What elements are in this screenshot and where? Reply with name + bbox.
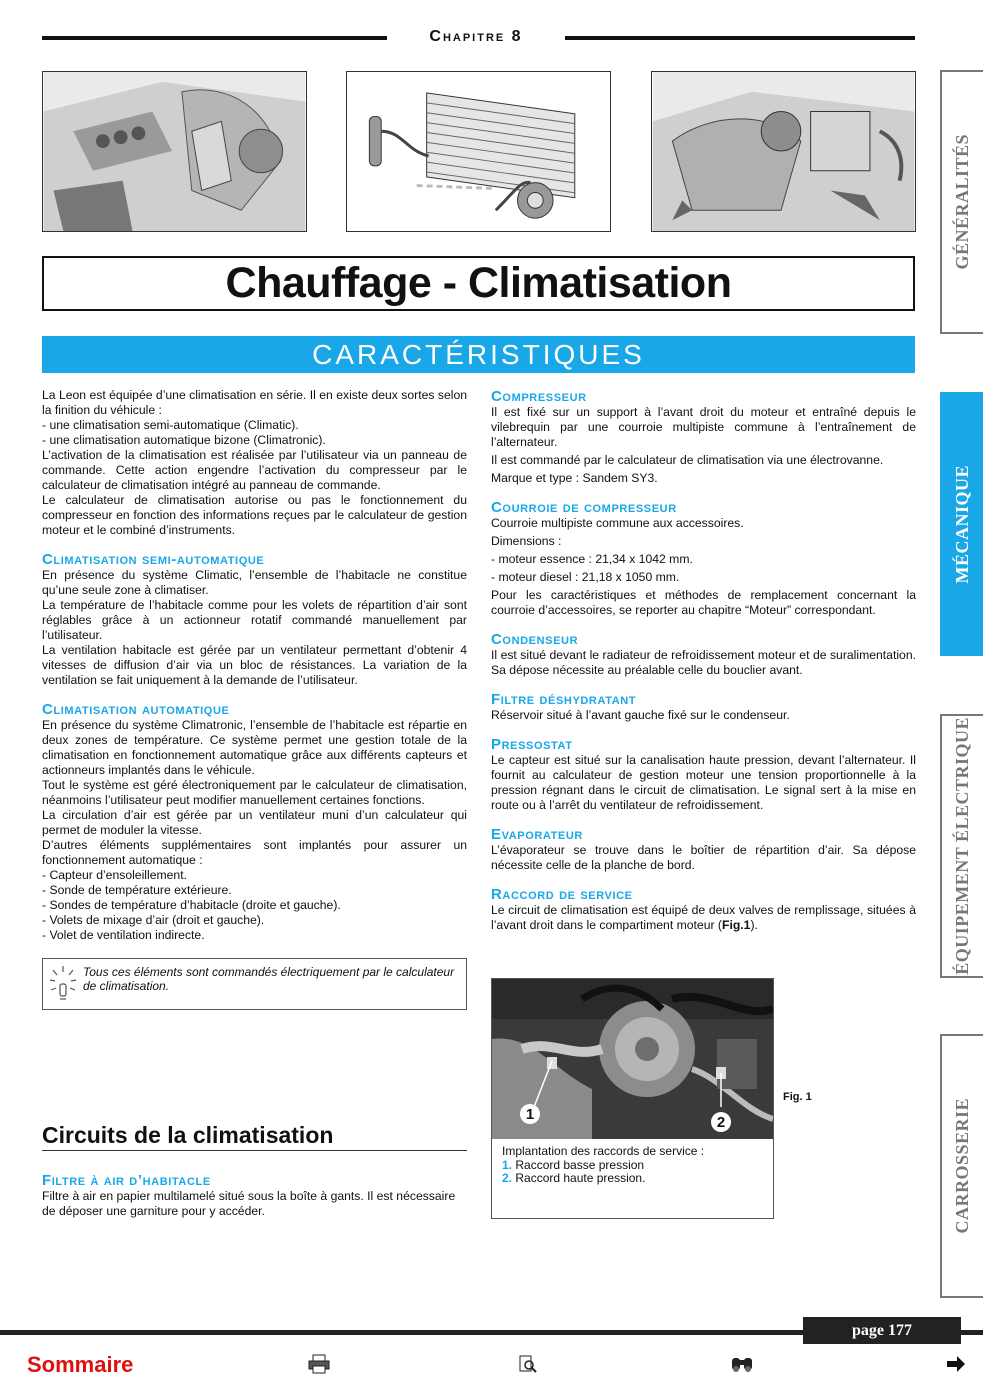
courroie-paragraph: Courroie multipiste commune aux accessoires. [491, 516, 744, 530]
semi-auto-paragraph: La ventilation habitacle est gérée par un ventilateur permettant d’obtenir 4 vitesses de diffusion d’air via un bloc de résistances. La variation de la ventilation se fait uniquement à la demande de l’utilisateur. [42, 643, 467, 687]
caption-item-number: 2. [502, 1171, 513, 1185]
condenseur-paragraph: Il est situé devant le radiateur de refroidissement moteur et de suralimentation. Sa dépose nécessite au préalable celle du bouclier avant. [491, 648, 916, 677]
auto-list-item: - Volets de mixage d’air (droit et gauche). [42, 913, 265, 927]
dashboard-hvac-illustration [42, 71, 307, 232]
engine-bay-photo [492, 979, 773, 1139]
auto-list-item: - Volet de ventilation indirecte. [42, 928, 205, 942]
condenser-compressor-illustration [346, 71, 611, 232]
caption-item [502, 1172, 763, 1186]
chapter-header [42, 28, 915, 48]
tab-carrosserie-label: CARROSSERIE [952, 1098, 972, 1234]
courroie-paragraph: Dimensions : [491, 534, 562, 548]
caption-title: Implantation des raccords de service : [502, 1144, 705, 1158]
pressostat-paragraph: Le capteur est situé sur la canalisation haute pression, devant l’alternateur. Il fournit au calculateur de gestion moteur une tension proportionnelle à la pression régnant dans le circuit de climatisation. Le signal sert à la mise en route ou à l’arrêt du ventilateur de refroidissement. [491, 753, 916, 812]
caption-item-number: 1. [502, 1157, 513, 1172]
tab-generalites[interactable] [940, 70, 983, 334]
semi-auto-heading: Climatisation semi-automatique [42, 551, 265, 568]
circuits-heading: Circuits de la climatisation [42, 1122, 467, 1151]
section-band: CARACTÉRISTIQUES [42, 336, 915, 373]
raccord-text-end: ). [750, 918, 758, 932]
intro-paragraph: L’activation de la climatisation est réalisée par l’utilisateur via un panneau de commande. Cette action engendre l’activation du compresseur par le calculateur de climatisation intégré au panneau de commande. [42, 448, 467, 492]
auto-paragraph: En présence du système Climatronic, l’ensemble de l’habitacle est répartie en deux zones de température. Ce système permet une gestion totale de la climatisation en fonctionnement automatique grâce aux différents capteurs et actionneurs implantés dans le véhicule. [42, 718, 467, 777]
right-column [491, 388, 916, 936]
courroie-list-item: - moteur diesel : 21,18 x 1050 mm. [491, 570, 680, 584]
callout-1: 1 [525, 1106, 535, 1123]
raccord-heading: Raccord de service [491, 886, 633, 903]
tab-mecanique-label: MÉCANIQUE [952, 464, 972, 584]
evaporateur-paragraph: L’évaporateur se trouve dans le boîtier de répartition d’air. Sa dépose nécessite celle de la planche de bord. [491, 843, 916, 872]
raccord-paragraph [491, 903, 916, 933]
printer-icon[interactable] [308, 1354, 330, 1378]
compresseur-paragraph: Il est fixé sur un support à l’avant droit du moteur et entraîné depuis le vilebrequin par une courroie multipiste commune à l’entraînement de l’alternateur. [491, 405, 916, 449]
search-document-icon[interactable] [518, 1354, 538, 1378]
compresseur-paragraph: Marque et type : Sandem SY3. [491, 471, 658, 485]
tab-generalites-label: GÉNÉRALITÉS [952, 134, 972, 270]
sommaire-link[interactable]: Sommaire [27, 1352, 134, 1377]
figure-1 [491, 978, 774, 1219]
evaporateur-heading: Evaporateur [491, 826, 583, 843]
chapter-title: Chapitre 8 [429, 28, 523, 45]
figure-label: Fig. 1 [783, 1091, 812, 1103]
figure-caption [492, 1139, 773, 1192]
tab-carrosserie[interactable] [940, 1034, 983, 1298]
page-title: Chauffage - Climatisation [225, 259, 732, 307]
courroie-list-item: - moteur essence : 21,34 x 1042 mm. [491, 552, 693, 566]
air-distribution-illustration [651, 71, 916, 232]
courroie-heading: Courroie de compresseur [491, 499, 677, 516]
note-box [42, 958, 467, 1010]
auto-paragraph: Tout le système est géré électroniquement par le calculateur de climatisation, néanmoins l’utilisateur peut modifier manuellement certaines fonctions. [42, 778, 467, 807]
filter-paragraph: Filtre à air en papier multilamelé situé sous la boîte à gants. Il est nécessaire de déposer une garniture pour y accéder. [42, 1189, 456, 1218]
intro-list-item: - une climatisation automatique bizone (Climatronic). [42, 433, 326, 447]
callout-2: 2 [716, 1114, 726, 1131]
pressostat-heading: Pressostat [491, 736, 573, 753]
auto-list-item: - Capteur d’ensoleillement. [42, 868, 187, 882]
footer-navigation [0, 1350, 983, 1380]
lightbulb-icon [49, 964, 77, 1004]
caption-item [502, 1159, 763, 1173]
caption-item-text: Raccord haute pression. [515, 1171, 646, 1185]
auto-paragraph: La circulation d’air est gérée par un ventilateur muni d’un calculateur qui permet de moduler la vitesse. [42, 808, 467, 837]
raccord-text: Le circuit de climatisation est équipé de deux valves de remplissage, situées à l’avant droit dans le compartiment moteur ( [491, 903, 916, 932]
tab-equipement-electrique[interactable] [940, 714, 983, 978]
tab-mecanique[interactable] [940, 392, 983, 656]
compresseur-paragraph: Il est commandé par le calculateur de climatisation via une électrovanne. [491, 453, 884, 467]
page-title-box [42, 256, 915, 311]
filtre-deshydratant-paragraph: Réservoir situé à l’avant gauche fixé sur le condenseur. [491, 708, 790, 722]
header-rule-left [42, 36, 387, 40]
next-arrow-icon[interactable] [945, 1354, 967, 1378]
auto-heading: Climatisation automatique [42, 701, 230, 718]
semi-auto-paragraph: La température de l’habitacle comme pour les volets de répartition d’air sont réglables grâce à un actionneur rotatif commandé manuellement par l’utilisateur. [42, 598, 467, 642]
filter-heading: Filtre à air d’habitacle [42, 1172, 211, 1189]
binoculars-icon[interactable] [730, 1354, 754, 1378]
auto-paragraph: D’autres éléments supplémentaires sont implantés pour assurer un fonctionnement automatique : [42, 838, 467, 867]
intro-paragraph: Le calculateur de climatisation autorise ou pas le fonctionnement du compresseur en fonction des informations reçues par le calculateur de gestion moteur et le combiné d’instruments. [42, 493, 467, 537]
courroie-paragraph: Pour les caractéristiques et méthodes de remplacement concernant la courroie d’accessoires, se reporter au chapitre “Moteur” correspondant. [491, 588, 916, 617]
auto-list-item: - Sondes de température d’habitacle (droite et gauche). [42, 898, 341, 912]
condenseur-heading: Condenseur [491, 631, 579, 648]
header-rule-right [565, 36, 915, 40]
tab-equipement-electrique-label: ÉQUIPEMENT ÉLECTRIQUE [952, 717, 972, 975]
left-column [42, 388, 467, 943]
filtre-deshydratant-heading: Filtre déshydratant [491, 691, 637, 708]
auto-list-item: - Sonde de température extérieure. [42, 883, 232, 897]
caption-item-text: Raccord basse pression [515, 1157, 645, 1172]
compresseur-heading: Compresseur [491, 388, 587, 405]
intro-paragraph: La Leon est équipée d’une climatisation en série. Il en existe deux sortes selon la finition du véhicule : [42, 388, 467, 417]
semi-auto-paragraph: En présence du système Climatic, l’ensemble de l’habitacle ne constitue qu’une seule zone à climatiser. [42, 568, 467, 597]
fig-reference-link[interactable]: Fig.1 [722, 918, 751, 932]
intro-list-item: - une climatisation semi-automatique (Climatic). [42, 418, 299, 432]
filter-block [42, 1172, 467, 1219]
page-number: page 177 [803, 1317, 961, 1344]
note-text: Tous ces éléments sont commandés électriquement par le calculateur de climatisation. [83, 965, 455, 993]
